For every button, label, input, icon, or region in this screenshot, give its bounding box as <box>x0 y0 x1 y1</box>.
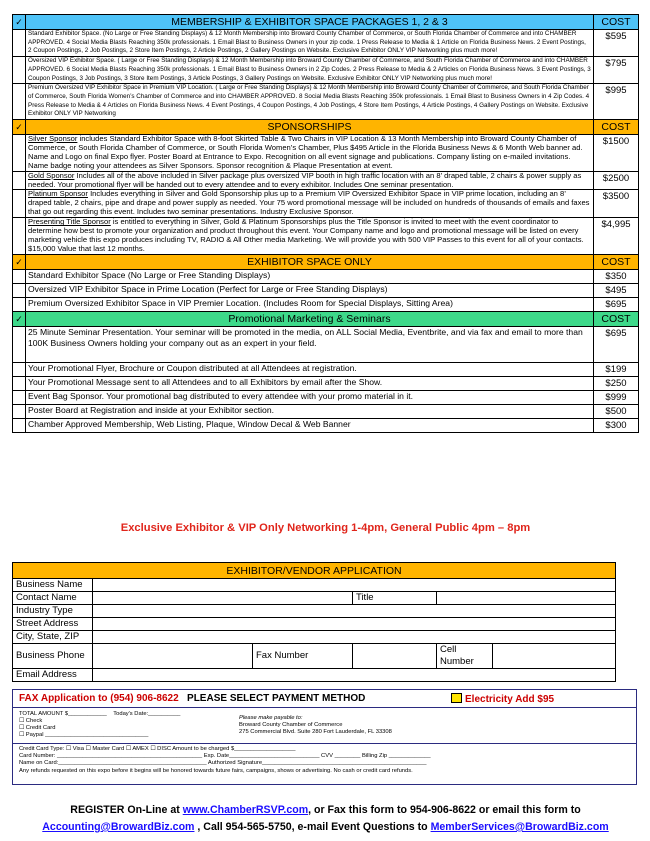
fax-instructions <box>19 693 365 704</box>
sponsor-row <box>13 190 639 218</box>
promo-price: $695 <box>594 326 639 362</box>
package-desc: Oversized VIP Exhibitor Space. ( Large or Free Standing Displays) & 12 Month Membership into Broward County Chamber of Commerce, and South Florida Chamber of Commerce and into CHAMBER APPROVED. 6 Social Media Blasts Reaching 350k professionals. 1 Email Blast to Business Owners in 2 Zip Codes. 2 Press Release to Media & 2 Articles on Florida Business News. 3 Event Postings, 3 Coupon Postings, 3 Job Postings, 3 Store Item Postings, 3 Article Postings, 3 Gallery Postings on Website. Exclusive Exhibitor ONLY VIP Networking plus much more! <box>26 57 594 84</box>
package-row <box>13 30 639 57</box>
checkbox-cell[interactable] <box>13 404 26 418</box>
package-row <box>13 57 639 84</box>
sponsor-price: $1500 <box>594 135 639 172</box>
fax-label: FAX Application to (954) 906-8622 <box>19 693 179 704</box>
promo-title: Promotional Marketing & Seminars <box>26 311 594 326</box>
sponsor-price: $2500 <box>594 171 639 190</box>
cost-header: COST <box>594 254 639 269</box>
contact-name-field[interactable] <box>93 592 353 605</box>
application-title: EXHIBITOR/VENDOR APPLICATION <box>13 563 616 579</box>
todays-date[interactable]: Today's Date:__________ <box>113 711 181 717</box>
promo-desc: Your Promotional Flyer, Brochure or Coupon distributed at all Attendees at registration. <box>26 362 594 376</box>
promo-row <box>13 404 639 418</box>
business-name-label: Business Name <box>13 579 93 592</box>
checkbox-cell[interactable] <box>13 390 26 404</box>
business-name-field[interactable] <box>93 579 616 592</box>
package-price: $595 <box>594 30 639 57</box>
payable-to-label: Please make payable to: <box>239 715 303 721</box>
checkbox-cell[interactable] <box>13 171 26 190</box>
promo-price: $300 <box>594 418 639 432</box>
website-link[interactable]: www.ChamberRSVP.com <box>182 804 309 816</box>
industry-type-label: Industry Type <box>13 605 93 618</box>
sponsor-name: Platinum Sponsor <box>28 189 88 199</box>
checkbox-cell[interactable] <box>13 362 26 376</box>
title-field[interactable] <box>437 592 616 605</box>
space-desc: Standard Exhibitor Space (No Large or Free Standing Displays) <box>26 269 594 283</box>
card-number-line[interactable]: Card Number: _____________________________________________ Exp. Date____________________________ CVV ________ Billing Zip _____________ <box>19 753 431 760</box>
cost-header: COST <box>594 311 639 326</box>
payee-name: Broward County Chamber of Commerce <box>239 722 343 728</box>
business-phone-label: Business Phone <box>13 644 93 669</box>
cell-number-label: Cell Number <box>437 644 493 669</box>
sponsor-desc: Platinum Sponsor Includes everything in Silver and Gold Sponsorship plus up to a Premium VIP Oversized Exhibitor Space in VIP prime location, including an 8’ draped table, 2 chairs, pipe and drape and power supply as needed. Your 75 word promotional message will be included on hundreds of thousands of emails and faxes that go out regarding this event. Includes two seminar presentations. Industry Exclusive Sponsor. <box>26 190 594 218</box>
email-address-field[interactable] <box>93 669 616 682</box>
promo-price: $199 <box>594 362 639 376</box>
name-on-card-line[interactable]: Name on Card:______________________________________________ Authorized Signature___________________________________________________ <box>19 760 427 767</box>
space-price: $695 <box>594 297 639 311</box>
cost-header: COST <box>594 15 639 30</box>
space-row <box>13 269 639 283</box>
sponsor-desc: Gold Sponsor Includes all of the above included in Silver package plus oversized VIP booth in high traffic location with an 8’ draped table, 2 chairs & power supply as needed. Your promotional flyer will be handed out to every attendee and to every exhibitor. Includes One seminar presentation. <box>26 171 594 190</box>
paypal-option[interactable]: ☐ Paypal ________________________________ <box>19 732 149 738</box>
payee-address: 275 Commercial Blvd. Suite 280 Fort Lauderdale, FL 33308 <box>239 729 392 735</box>
order-form <box>12 14 639 833</box>
space-price: $350 <box>594 269 639 283</box>
member-services-email-link[interactable]: MemberServices@BrowardBiz.com <box>430 821 609 833</box>
card-details <box>13 744 636 784</box>
exhibitor-space-header-row <box>13 254 639 269</box>
checkbox-cell[interactable] <box>13 190 26 218</box>
promo-row <box>13 326 639 362</box>
sponsor-price: $4,995 <box>594 218 639 255</box>
accounting-email-link[interactable]: Accounting@BrowardBiz.com <box>42 821 195 833</box>
promo-price: $500 <box>594 404 639 418</box>
package-price: $795 <box>594 57 639 84</box>
sponsor-row <box>13 171 639 190</box>
promo-header-row <box>13 311 639 326</box>
sponsorships-title: SPONSORSHIPS <box>26 120 594 135</box>
space-desc: Premium Oversized Exhibitor Space in VIP Premier Location. (Includes Room for Special Displays, Sitting Area) <box>26 297 594 311</box>
check-icon: ✓ <box>13 311 26 326</box>
packages-title: MEMBERSHIP & EXHIBITOR SPACE PACKAGES 1, 2 & 3 <box>26 15 594 30</box>
packages-header-row <box>13 15 639 30</box>
cell-number-field[interactable] <box>493 644 616 669</box>
contact-name-label: Contact Name <box>13 592 93 605</box>
fax-number-label: Fax Number <box>253 644 353 669</box>
payment-method-section <box>13 708 636 744</box>
sponsor-name: Silver Sponsor <box>28 134 78 144</box>
city-state-zip-field[interactable] <box>93 631 616 644</box>
street-address-label: Street Address <box>13 618 93 631</box>
checkbox-cell[interactable] <box>13 135 26 172</box>
industry-type-field[interactable] <box>93 605 616 618</box>
promo-desc: Chamber Approved Membership, Web Listing, Plaque, Window Decal & Web Banner <box>26 418 594 432</box>
application-form <box>12 562 616 682</box>
payment-header <box>13 690 636 708</box>
check-icon: ✓ <box>13 120 26 135</box>
promo-desc: Event Bag Sponsor. Your promotional bag distributed to every attendee with your promo material in it. <box>26 390 594 404</box>
email-address-label: Email Address <box>13 669 93 682</box>
checkbox-cell[interactable] <box>13 326 26 362</box>
package-price: $995 <box>594 84 639 120</box>
package-row <box>13 84 639 120</box>
promo-price: $999 <box>594 390 639 404</box>
sponsor-row <box>13 218 639 255</box>
promo-row <box>13 390 639 404</box>
sponsor-price: $3500 <box>594 190 639 218</box>
check-option[interactable]: ☐ Check <box>19 718 43 724</box>
package-desc: Standard Exhibitor Space. (No Large or Free Standing Displays) & 12 Month Membership into Broward County Chamber of Commerce, or South Florida Chamber of Commerce and into CHAMBER APPROVED. 4 Social Media Blasts Reaching 350k professionals. 1 Email Blast to Business Owners in your zip code. 1 Press Release to Media & 1 Article on Florida Business News. 2 Event Postings, 2 Coupon Postings, 2 Job Postings, 2 Store Item Postings, 2 Article Postings, 2 Gallery Postings on Website. Exclusive Exhibitor ONLY VIP Networking plus much more! <box>26 30 594 57</box>
checkbox-cell[interactable] <box>13 84 26 120</box>
checkbox-cell[interactable] <box>13 57 26 84</box>
sponsor-desc: Silver Sponsor includes Standard Exhibitor Space with 8-foot Skirted Table & Two Chairs in VIP Location & 13 Month Membership into Broward County Chamber of Commerce, or South Florida Chamber of Commerce, or South Florida Women’s Chamber, Plus $495 Article in the Florida Business News & 6 Month Web banner ad. Name and Logo on final Expo flyer. Poster Board at Entrance to Expo. Recognition on all event signage and publications. Company listing on e-mailed invitations. Name badge noting your attendees as Silver Sponsors. Sponsor recognition & Plaque Presentation at event. <box>26 135 594 172</box>
footer: REGISTER On-Line at www.ChamberRSVP.com, or Fax this form to 954-906-8622 or email this form to Accounting@BrowardBiz.com , Call 954-565-5750, e-mail Event Questions to MemberServices@BrowardBiz.com <box>42 804 609 833</box>
pricing-table <box>12 14 639 433</box>
electricity-checkbox[interactable] <box>451 693 462 703</box>
promo-desc: Poster Board at Registration and inside at your Exhibitor section. <box>26 404 594 418</box>
payee-info <box>239 715 392 736</box>
space-desc: Oversized VIP Exhibitor Space in Prime Location (Perfect for Large or Free Standing Displays) <box>26 283 594 297</box>
check-icon: ✓ <box>13 254 26 269</box>
checkbox-cell[interactable] <box>13 418 26 432</box>
checkbox-cell[interactable] <box>13 30 26 57</box>
promo-row <box>13 418 639 432</box>
checkbox-cell[interactable] <box>13 269 26 283</box>
promo-price: $250 <box>594 376 639 390</box>
card-type-line[interactable]: Credit Card Type: ☐ Visa ☐ Master Card ☐ AMEX ☐ DISC Amount to be charged $___________________ <box>19 746 296 752</box>
checkbox-cell[interactable] <box>13 297 26 311</box>
business-phone-field[interactable] <box>93 644 253 669</box>
space-row <box>13 297 639 311</box>
check-icon: ✓ <box>13 15 26 30</box>
promo-desc: 25 Minute Seminar Presentation. Your seminar will be promoted in the media, on ALL Social Media, Eventbrite, and via fax and email to more than 100K Business Owners holding your company out as an expert in your field. <box>26 326 594 362</box>
sponsor-row <box>13 135 639 172</box>
checkbox-cell[interactable] <box>13 283 26 297</box>
refund-note: Any refunds requested on this expo before it begins will be honored towards future fairs, campaigns, shows or advertising. No cash or credit card refunds. <box>19 767 413 774</box>
promo-row <box>13 362 639 376</box>
city-state-zip-label: City, State, ZIP <box>13 631 93 644</box>
title-label: Title <box>353 592 437 605</box>
exhibitor-space-title: EXHIBITOR SPACE ONLY <box>26 254 594 269</box>
electricity-label: Electricity Add $95 <box>465 694 555 705</box>
event-headline: Exclusive Exhibitor & VIP Only Networking 1-4pm, General Public 4pm – 8pm <box>120 522 531 534</box>
sponsorships-header-row <box>13 120 639 135</box>
payment-method-label: PLEASE SELECT PAYMENT METHOD <box>187 693 366 704</box>
promo-row <box>13 376 639 390</box>
promo-desc: Your Promotional Message sent to all Attendees and to all Exhibitors by email after the Show. <box>26 376 594 390</box>
space-row <box>13 283 639 297</box>
sponsor-name: Presenting Title Sponsor <box>28 217 111 227</box>
payment-options <box>19 711 180 739</box>
fax-number-field[interactable] <box>353 644 437 669</box>
package-desc: Premium Oversized VIP Exhibitor Space in Premium VIP Location. ( Large or Free Standing Displays) & 12 Month Membership into Broward County Chamber of Commerce, and South Florida Chamber of Commerce, South Florida Women’s Chamber of Commerce and into CHAMBER APPROVED. 8 Social Media Blasts Reaching 350k professionals. 1 Email Blast to Business Owners in 4 Zip Codes. 4 Press Release to Media & 4 Articles on Florida Business News. 4 Event Postings, 4 Coupon Postings, 4 Job Postings, 4 Store Item Postings, 4 Article Postings, 4 Gallery Postings on Website. Exclusive Exhibitor ONLY VIP Networking <box>26 84 594 120</box>
sponsor-desc: Presenting Title Sponsor is entitled to everything in Silver, Gold & Platinum Sponsorships plus the Title Sponsor is invited to meet with the event coordinator to determine how best to promote your organization and product throughout this event. Your Company name and logo and promotional message will be listed on every marketing vehicle this expo produces including TV, RADIO & All Other media Marketing. We will provide you with 500 VIP Passes to this event for all of your contacts. $15,000 Value that last 12 months. <box>26 218 594 255</box>
payment-box <box>12 689 637 785</box>
space-price: $495 <box>594 283 639 297</box>
electricity-option[interactable] <box>451 693 554 705</box>
checkbox-cell[interactable] <box>13 376 26 390</box>
street-address-field[interactable] <box>93 618 616 631</box>
credit-card-option[interactable]: ☐ Credit Card <box>19 725 56 731</box>
sponsor-name: Gold Sponsor <box>28 170 75 180</box>
total-amount[interactable]: TOTAL AMOUNT $____________ <box>19 711 107 717</box>
checkbox-cell[interactable] <box>13 218 26 255</box>
cost-header: COST <box>594 120 639 135</box>
